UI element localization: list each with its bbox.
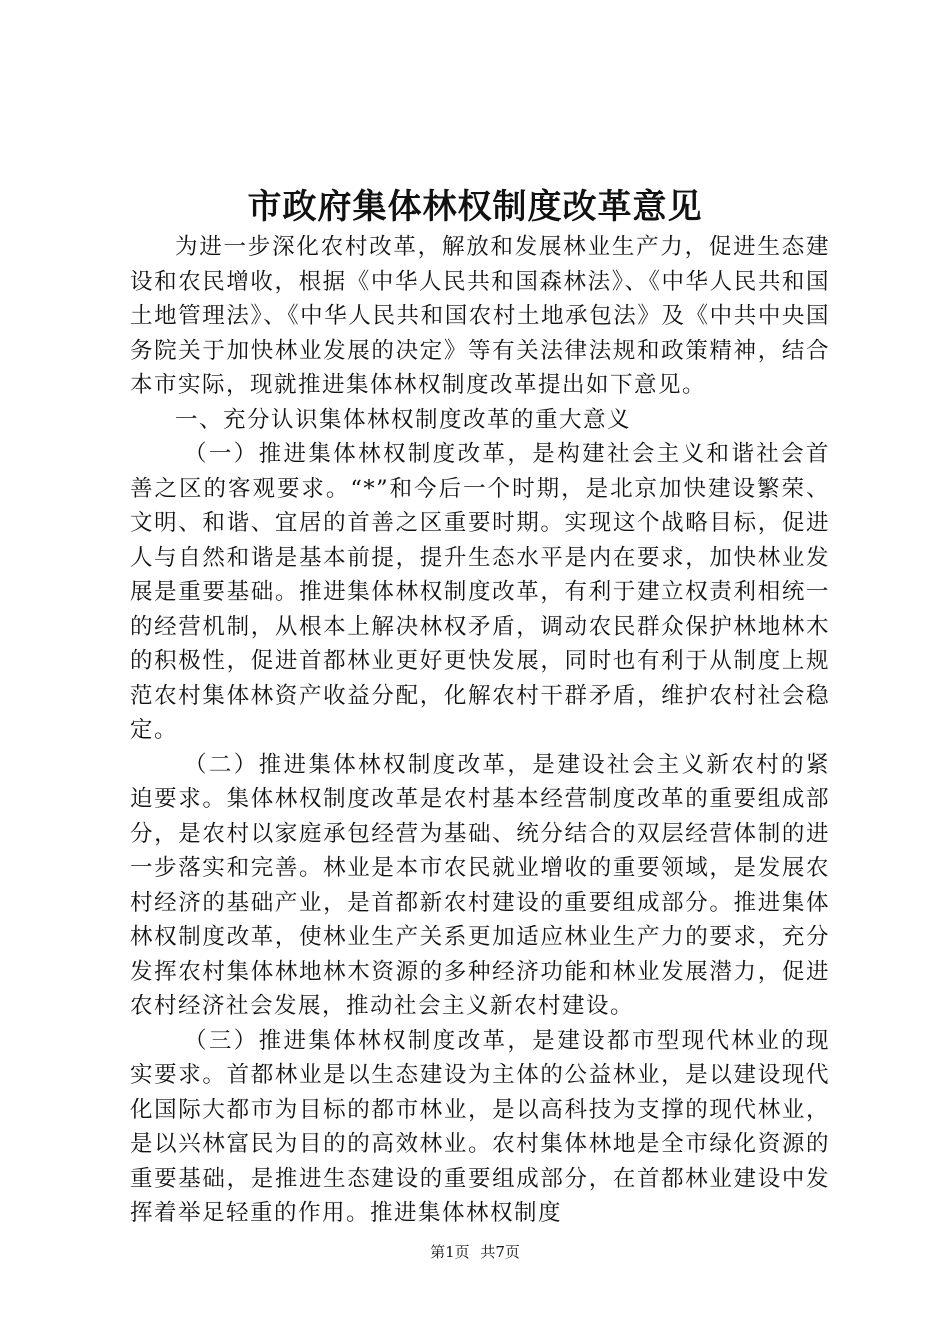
page-total: 共7页: [480, 1243, 520, 1261]
paragraph-item-1: （一）推进集体林权制度改革，是构建社会主义和谐社会首善之区的客观要求。“*”和今后一个时期，是北京加快建设繁荣、文明、和谐、宜居的首善之区重要时期。实现这个战略目标，促进人与自然和谐是基本前提，提升生态水平是内在要求，加快林业发展是重要基础。推进集体林权制度改革，有利于建立权责利相统一的经营机制，从根本上解决林权矛盾，调动农民群众保护林地林木的积极性，促进首都林业更好更快发展，同时也有利于从制度上规范农村集体林资产收益分配，化解农村干群矛盾，维护农村社会稳定。: [130, 441, 830, 743]
paragraph-item-2: （二）推进集体林权制度改革，是建设社会主义新农村的紧迫要求。集体林权制度改革是农村基本经营制度改革的重要组成部分，是农村以家庭承包经营为基础、统分结合的双层经营体制的进一步落实和完善。林业是本市农民就业增收的重要领域，是发展农村经济的基础产业，是首都新农村建设的重要组成部分。推进集体林权制度改革，使林业生产关系更加适应林业生产力的要求，充分发挥农村集体林地林木资源的多种经济功能和林业发展潜力，促进农村经济社会发展，推动社会主义新农村建设。: [130, 751, 830, 1019]
intro-paragraph: 为进一步深化农村改革，解放和发展林业生产力，促进生态建设和农民增收，根据《中华人民共和国森林法》、《中华人民共和国土地管理法》、《中华人民共和国农村土地承包法》及《中共中央国务院关于加快林业发展的决定》等有关法律法规和政策精神，结合本市实际，现就推进集体林权制度改革提出如下意见。: [130, 234, 830, 398]
paragraph-item-3: （三）推进集体林权制度改革，是建设都市型现代林业的现实要求。首都林业是以生态建设为主体的公益林业，是以建设现代化国际大都市为目标的都市林业，是以高科技为支撑的现代林业，是以兴林富民为目的的高效林业。农村集体林地是全市绿化资源的重要基础，是推进生态建设的重要组成部分，在首都林业建设中发挥着举足轻重的作用。推进集体林权制度: [130, 1027, 830, 1226]
page-footer: [0, 1242, 950, 1262]
page-number: 第1页: [430, 1243, 470, 1261]
document-title: 市政府集体林权制度改革意见: [247, 187, 703, 227]
document-body: [130, 230, 830, 1231]
section-heading-1: 一、充分认识集体林权制度改革的重大意义: [175, 406, 632, 433]
